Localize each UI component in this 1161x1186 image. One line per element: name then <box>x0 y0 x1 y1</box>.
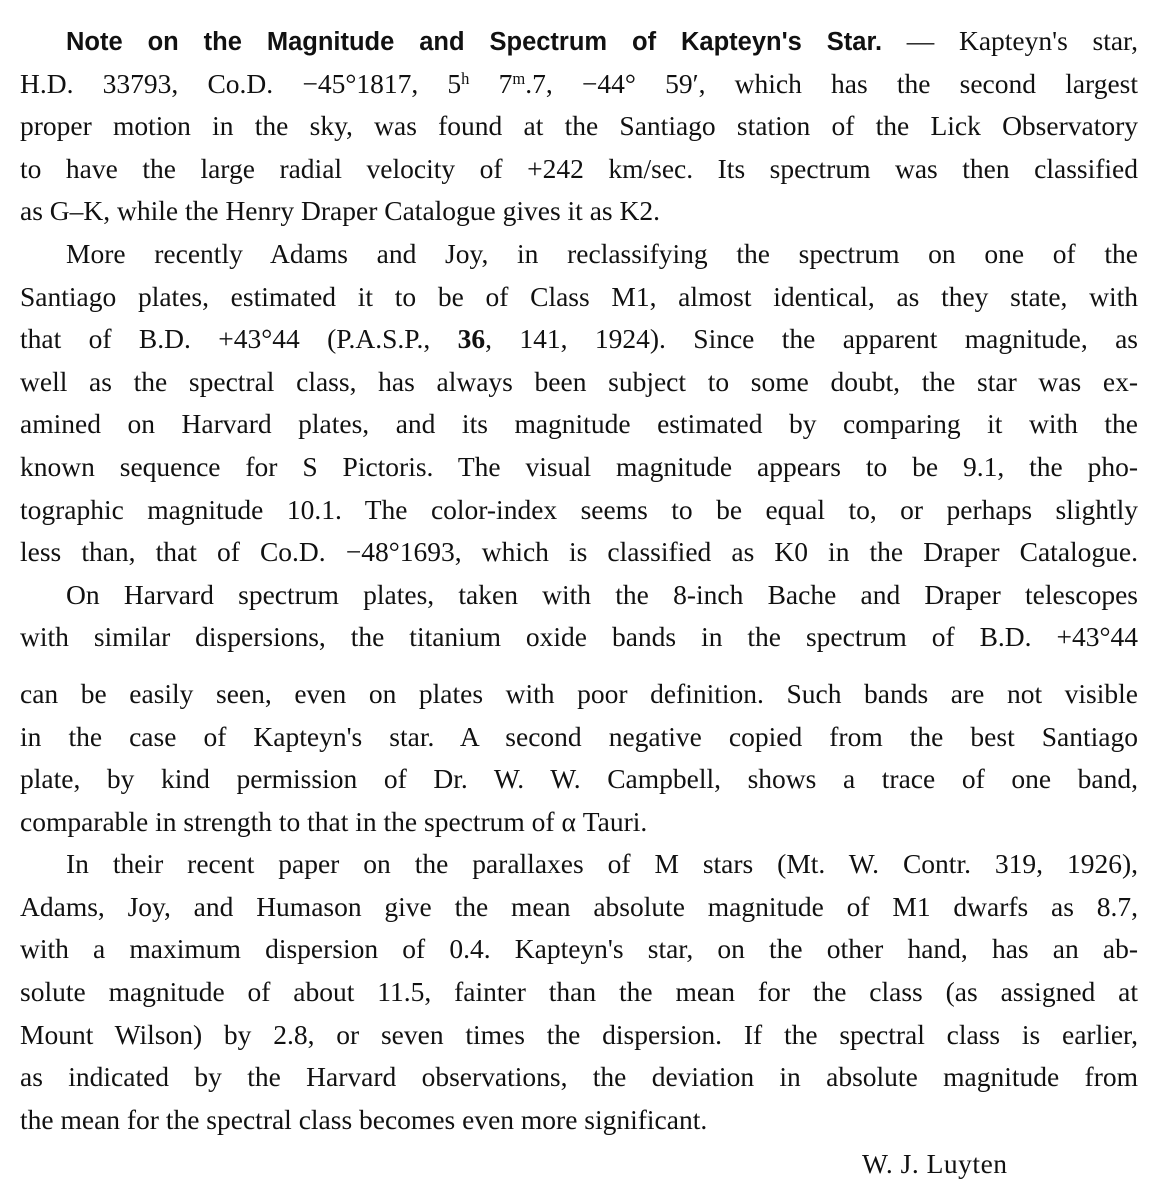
text-run: , 141, 1924). Since the apparent magnitude, as <box>485 323 1138 355</box>
text-line <box>20 63 1138 106</box>
text-line: as indicated by the Harvard observations, the deviation in absolute magnitude from <box>20 1061 1138 1093</box>
text-line: known sequence for S Pictoris. The visual magnitude appears to be 9.1, the pho- <box>20 450 1138 482</box>
text-line <box>20 20 1138 63</box>
hours-superscript: h <box>461 68 470 88</box>
text-line: Adams, Joy, and Humason give the mean absolute magnitude of M1 dwarfs as 8.7, <box>20 890 1138 922</box>
text-line: comparable in strength to that in the spectrum of α Tauri. <box>20 805 648 837</box>
text-line: with a maximum dispersion of 0.4. Kapteyn's star, on the other hand, has an ab- <box>20 933 1138 965</box>
text-line: On Harvard spectrum plates, taken with the 8-inch Bache and Draper telescopes <box>66 578 1138 610</box>
text-line: Santiago plates, estimated it to be of Class M1, almost identical, as they state, with <box>20 280 1138 312</box>
text-line <box>20 318 1138 361</box>
text-line: less than, that of Co.D. −48°1693, which is classified as K0 in the Draper Catalogue. <box>20 536 1138 568</box>
text-line: in the case of Kapteyn's star. A second negative copied from the best Santiago <box>20 720 1138 752</box>
text-line: with similar dispersions, the titanium oxide bands in the spectrum of B.D. +43°44 <box>20 621 1138 653</box>
author-signature: W. J. Luyten <box>862 1148 1008 1179</box>
text-line: solute magnitude of about 11.5, fainter than the mean for the class (as assigned at <box>20 976 1138 1008</box>
minutes-superscript: m <box>512 68 526 88</box>
text-line: plate, by kind permission of Dr. W. W. Campbell, shows a trace of one band, <box>20 763 1138 795</box>
text-run: 7 <box>469 67 513 99</box>
text-line: can be easily seen, even on plates with poor definition. Such bands are not visible <box>20 677 1138 709</box>
text-run: H.D. 33793, Co.D. −45°1817, 5 <box>20 67 462 99</box>
article-title: Note on the Magnitude and Spectrum of Kapteyn's Star. <box>66 28 883 56</box>
article-body <box>20 20 1138 1141</box>
text-line: as G–K, while the Henry Draper Catalogue gives it as K2. <box>20 195 660 227</box>
volume-number: 36 <box>457 323 486 355</box>
text-line: tographic magnitude 10.1. The color-index seems to be equal to, or perhaps slightly <box>20 493 1138 525</box>
text-line: More recently Adams and Joy, in reclassifying the spectrum on one of the <box>66 237 1138 269</box>
text-run: .7, −44° 59′, which has the second largest <box>525 67 1139 99</box>
text-line: Mount Wilson) by 2.8, or seven times the dispersion. If the spectral class is earlier, <box>20 1018 1138 1050</box>
text-line: In their recent paper on the parallaxes of M stars (Mt. W. Contr. 319, 1926), <box>66 848 1138 880</box>
text-line: proper motion in the sky, was found at the Santiago station of the Lick Observatory <box>20 110 1138 142</box>
text-line: well as the spectral class, has always been subject to some doubt, the star was ex- <box>20 365 1138 397</box>
text-run: that of B.D. +43°44 (P.A.S.P., <box>20 323 458 355</box>
text-run: — Kapteyn's star, <box>882 25 1138 56</box>
text-line: to have the large radial velocity of +242 km/sec. Its spectrum was then classified <box>20 152 1138 184</box>
text-line: amined on Harvard plates, and its magnitude estimated by comparing it with the <box>20 408 1138 440</box>
text-line: the mean for the spectral class becomes even more significant. <box>20 1103 708 1135</box>
